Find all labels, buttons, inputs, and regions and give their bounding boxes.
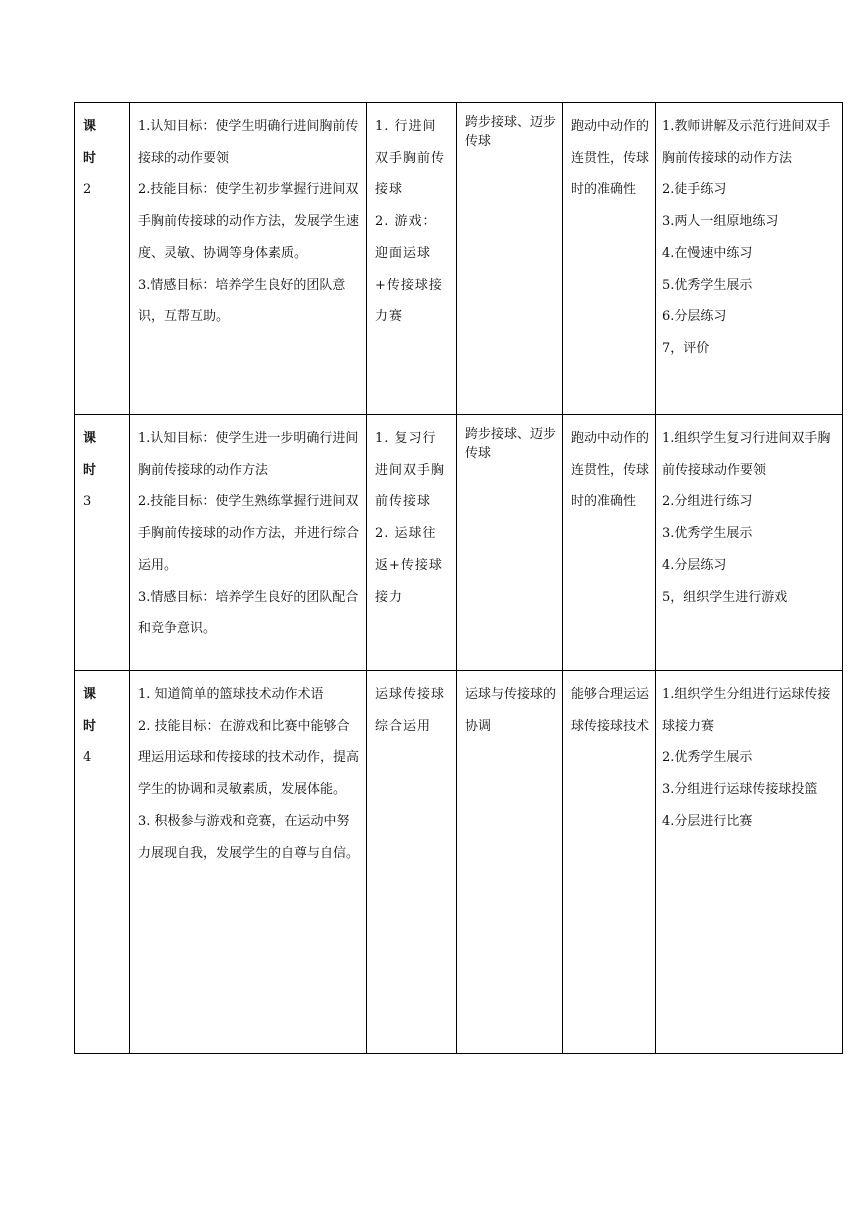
goal-item: 3. 积极参与游戏和竞赛，在运动中努力展现自我，发展学生的自尊与自信。 xyxy=(138,813,360,861)
method-item: 5，组织学生进行游戏 xyxy=(662,589,788,605)
table-row xyxy=(75,415,843,671)
lesson-label-cell xyxy=(75,671,130,1054)
lesson-label-cell xyxy=(75,103,130,415)
method-item: 4.在慢速中练习 xyxy=(662,245,753,261)
lesson-label-char: 课 xyxy=(83,431,97,446)
lesson-label-char: 课 xyxy=(83,119,97,134)
lesson-label-char: 课 xyxy=(83,687,97,702)
method-item: 3.分组进行运球传接球投篮 xyxy=(662,782,818,798)
key-point-cell: 跨步接球、迈步传球 xyxy=(457,415,563,671)
lesson-number: 2 xyxy=(83,182,92,198)
lesson-label-cell xyxy=(75,415,130,671)
lesson-number: 4 xyxy=(83,750,92,766)
methods-cell xyxy=(656,415,843,671)
goal-item: 1.认知目标：使学生明确行进间胸前传接球的动作要领 xyxy=(138,119,359,166)
method-item: 6.分层练习 xyxy=(662,309,727,325)
goal-item: 1.认知目标：使学生进一步明确行进间胸前传接球的动作方法 xyxy=(138,431,359,478)
content-cell xyxy=(367,671,457,1054)
method-item: 5.优秀学生展示 xyxy=(662,277,753,293)
content-item: 2. 游戏：迎面运球+传接球接力赛 xyxy=(375,214,443,325)
methods-cell xyxy=(656,103,843,415)
method-item: 2.优秀学生展示 xyxy=(662,750,753,766)
content-cell xyxy=(367,103,457,415)
method-item: 4.分层进行比赛 xyxy=(662,813,753,829)
key-point-cell: 运球与传接球的协调 xyxy=(457,671,563,1054)
method-item: 3.优秀学生展示 xyxy=(662,526,753,542)
goals-cell xyxy=(130,415,367,671)
lesson-label-char: 时 xyxy=(83,150,97,166)
content-item: 2. 运球往返+传接球接力 xyxy=(375,526,443,605)
lesson-label-char: 时 xyxy=(83,462,97,478)
lesson-plan-table xyxy=(74,102,843,1054)
methods-cell xyxy=(656,671,843,1054)
method-item: 1.教师讲解及示范行进间双手胸前传接球的动作方法 xyxy=(662,119,831,166)
key-point-cell: 跨步接球、迈步传球 xyxy=(457,103,563,415)
method-item: 4.分层练习 xyxy=(662,557,727,573)
content-item: 运球传接球综合运用 xyxy=(375,687,446,734)
table-row xyxy=(75,103,843,415)
method-item: 1.组织学生复习行进间双手胸前传接球动作要领 xyxy=(662,431,831,478)
method-item: 7，评价 xyxy=(662,340,710,356)
lesson-number: 3 xyxy=(83,494,92,510)
method-item: 2.分组进行练习 xyxy=(662,494,753,510)
goal-item: 2.技能目标：使学生初步掌握行进间双手胸前传接球的动作方法，发展学生速度、灵敏、协调等身体素质。 xyxy=(138,182,360,261)
method-item: 3.两人一组原地练习 xyxy=(662,214,779,230)
lesson-label-char: 时 xyxy=(83,718,97,734)
goal-item: 2.技能目标：使学生熟练掌握行进间双手胸前传接球的动作方法，并进行综合运用。 xyxy=(138,494,360,573)
method-item: 1.组织学生分组进行运球传接球接力赛 xyxy=(662,687,831,734)
table-row xyxy=(75,671,843,1054)
goals-cell xyxy=(130,103,367,415)
goal-item: 1. 知道简单的篮球技术动作术语 xyxy=(138,687,324,702)
method-item: 2.徒手练习 xyxy=(662,182,727,198)
goal-item: 3.情感目标：培养学生良好的团队意识，互帮互助。 xyxy=(138,277,346,325)
goal-item: 3.情感目标：培养学生良好的团队配合和竞争意识。 xyxy=(138,589,359,637)
difficulty-cell: 跑动中动作的连贯性，传球时的准确性 xyxy=(563,415,656,671)
goal-item: 2. 技能目标：在游戏和比赛中能够合理运用运球和传接球的技术动作，提高学生的协调和灵敏素质，发展体能。 xyxy=(138,718,360,798)
goals-cell xyxy=(130,671,367,1054)
difficulty-cell: 跑动中动作的连贯性，传球时的准确性 xyxy=(563,103,656,415)
content-cell xyxy=(367,415,457,671)
content-item: 1. 复习行进间双手胸前传接球 xyxy=(375,431,446,510)
difficulty-cell: 能够合理运运球传接球技术 xyxy=(563,671,656,1054)
content-item: 1. 行进间双手胸前传接球 xyxy=(375,119,446,198)
